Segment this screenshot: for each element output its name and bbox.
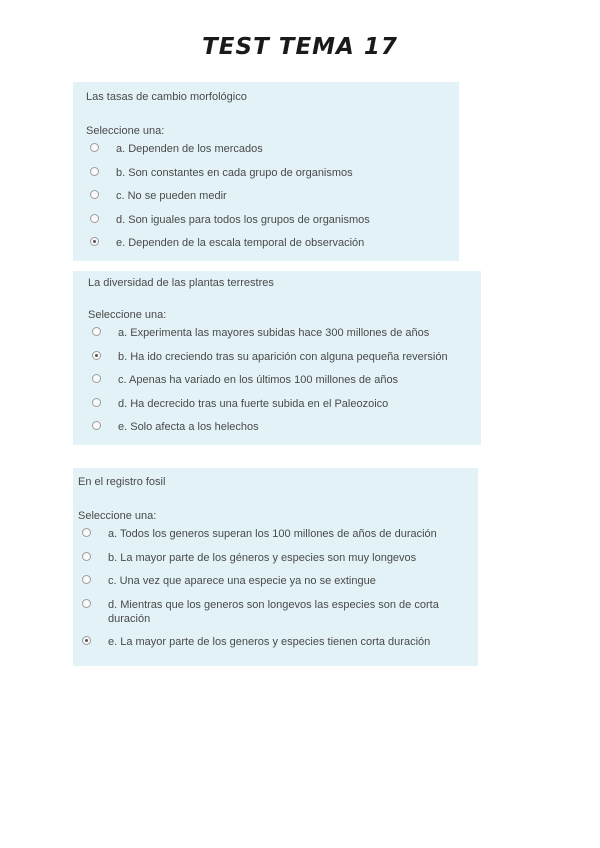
radio-button[interactable] xyxy=(92,398,101,407)
question-text: En el registro fosil xyxy=(78,476,166,488)
question-card-3 xyxy=(73,468,478,666)
option-label: d. Mientras que los generos son longevos las especies son de corta duración xyxy=(108,598,439,625)
radio-button[interactable] xyxy=(90,167,99,176)
option-label: b. Son constantes en cada grupo de organismos xyxy=(116,166,353,179)
radio-button[interactable] xyxy=(82,552,91,561)
radio-button[interactable] xyxy=(82,528,91,537)
option-b[interactable] xyxy=(78,551,478,565)
options-list xyxy=(88,326,481,434)
options-list xyxy=(86,142,459,250)
option-label: a. Todos los generos superan los 100 millones de años de duración xyxy=(108,528,437,540)
question-text: La diversidad de las plantas terrestres xyxy=(88,277,274,289)
option-label: a. Dependen de los mercados xyxy=(116,143,263,155)
option-b[interactable] xyxy=(86,166,459,180)
option-label: b. La mayor parte de los géneros y especies son muy longevos xyxy=(108,551,417,564)
select-prompt: Seleccione una: xyxy=(78,510,157,522)
option-d[interactable] xyxy=(78,598,478,626)
option-d[interactable] xyxy=(88,397,481,411)
radio-button[interactable] xyxy=(90,190,99,199)
question-card-1 xyxy=(73,82,459,261)
option-c[interactable] xyxy=(88,373,481,387)
select-prompt: Seleccione una: xyxy=(86,125,165,137)
option-e[interactable] xyxy=(88,420,481,434)
radio-button[interactable] xyxy=(90,214,99,223)
option-c[interactable] xyxy=(86,189,459,203)
option-e[interactable] xyxy=(78,635,478,649)
page-title: TEST TEMA 17 xyxy=(202,34,398,60)
option-a[interactable] xyxy=(86,142,459,156)
option-b[interactable] xyxy=(88,350,481,364)
option-label: e. Solo afecta a los helechos xyxy=(118,421,259,433)
options-list xyxy=(78,527,478,649)
option-label: e. Dependen de la escala temporal de observación xyxy=(116,237,365,249)
option-a[interactable] xyxy=(88,326,481,340)
radio-button[interactable] xyxy=(82,636,91,645)
radio-button[interactable] xyxy=(82,599,91,608)
radio-button[interactable] xyxy=(82,575,91,584)
select-prompt: Seleccione una: xyxy=(88,309,167,321)
radio-button[interactable] xyxy=(92,351,101,360)
option-label: c. Apenas ha variado en los últimos 100 millones de años xyxy=(118,374,399,386)
radio-button[interactable] xyxy=(90,143,99,152)
option-label: b. Ha ido creciendo tras su aparición con alguna pequeña reversión xyxy=(118,350,448,363)
option-label: c. Una vez que aparece una especie ya no se extingue xyxy=(108,575,376,587)
option-c[interactable] xyxy=(78,574,478,588)
option-a[interactable] xyxy=(78,527,478,541)
option-label: d. Son iguales para todos los grupos de organismos xyxy=(116,213,370,226)
option-label: d. Ha decrecido tras una fuerte subida en el Paleozoico xyxy=(118,397,389,410)
question-text: Las tasas de cambio morfológico xyxy=(86,91,247,103)
option-label: e. La mayor parte de los generos y especies tienen corta duración xyxy=(108,636,431,648)
radio-button[interactable] xyxy=(92,374,101,383)
option-e[interactable] xyxy=(86,236,459,250)
question-card-2 xyxy=(73,271,481,445)
option-label: a. Experimenta las mayores subidas hace 300 millones de años xyxy=(118,327,430,339)
radio-button[interactable] xyxy=(90,237,99,246)
radio-button[interactable] xyxy=(92,327,101,336)
option-d[interactable] xyxy=(86,213,459,227)
option-label: c. No se pueden medir xyxy=(116,190,227,202)
radio-button[interactable] xyxy=(92,421,101,430)
